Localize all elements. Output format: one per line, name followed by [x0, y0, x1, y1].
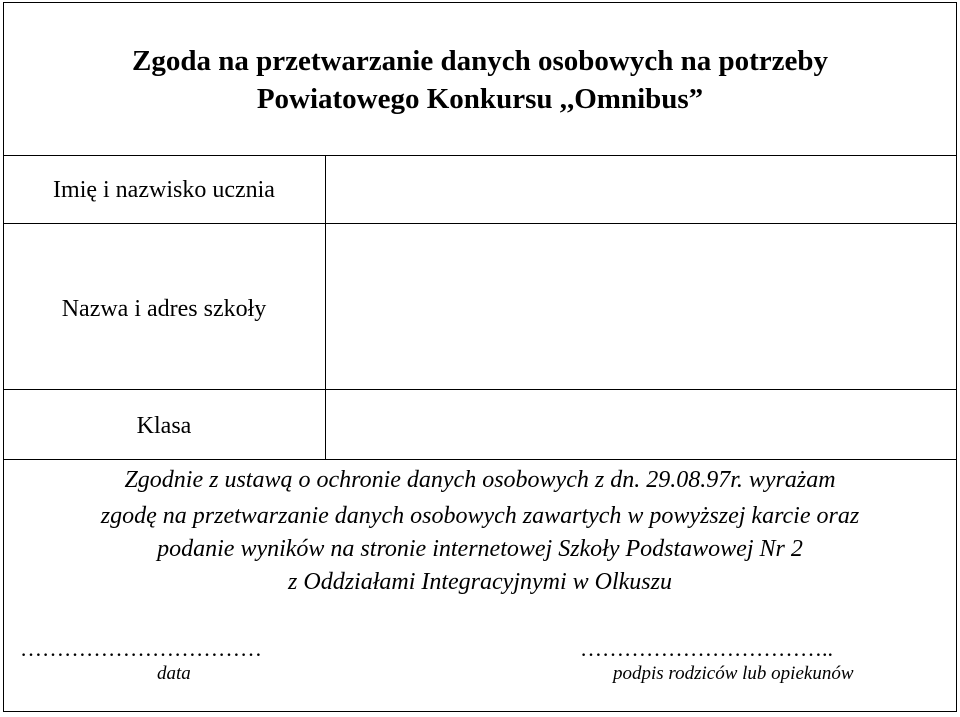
form-title-line-1: Zgoda na przetwarzanie danych osobowych na potrzeby [131, 45, 828, 77]
consent-text-line-3: podanie wyników na stronie internetowej Szkoły Podstawowej Nr 2 [157, 536, 803, 562]
student-name-label: Imię i nazwisko ucznia [53, 177, 275, 203]
student-name-field[interactable] [327, 157, 955, 222]
consent-text-line-4: z Oddziałami Integracyjnymi w Olkuszu [288, 569, 672, 595]
divider-below-student-name [3, 223, 957, 224]
divider-below-class [3, 459, 957, 460]
class-label: Klasa [136, 413, 192, 439]
school-name-address-field[interactable] [327, 225, 955, 388]
signature-caption: podpis rodziców lub opiekunów [613, 663, 854, 684]
school-name-address-label: Nazwa i adres szkoły [61, 296, 267, 322]
column-divider [325, 155, 326, 459]
date-caption: data [157, 663, 191, 684]
class-field[interactable] [327, 391, 955, 458]
date-dotted-line[interactable]: …………………………… [20, 636, 262, 661]
consent-text-line-1: Zgodnie z ustawą o ochronie danych osobowych z dn. 29.08.97r. wyrażam [124, 467, 836, 493]
form-title-line-2: Powiatowego Konkursu ,,Omnibus” [256, 83, 704, 115]
divider-below-school [3, 389, 957, 390]
divider-below-title [3, 155, 957, 156]
signature-dotted-line[interactable]: …………………………….. [580, 636, 833, 661]
consent-text-line-2: zgodę na przetwarzanie danych osobowych zawartych w powyższej karcie oraz [100, 503, 860, 529]
